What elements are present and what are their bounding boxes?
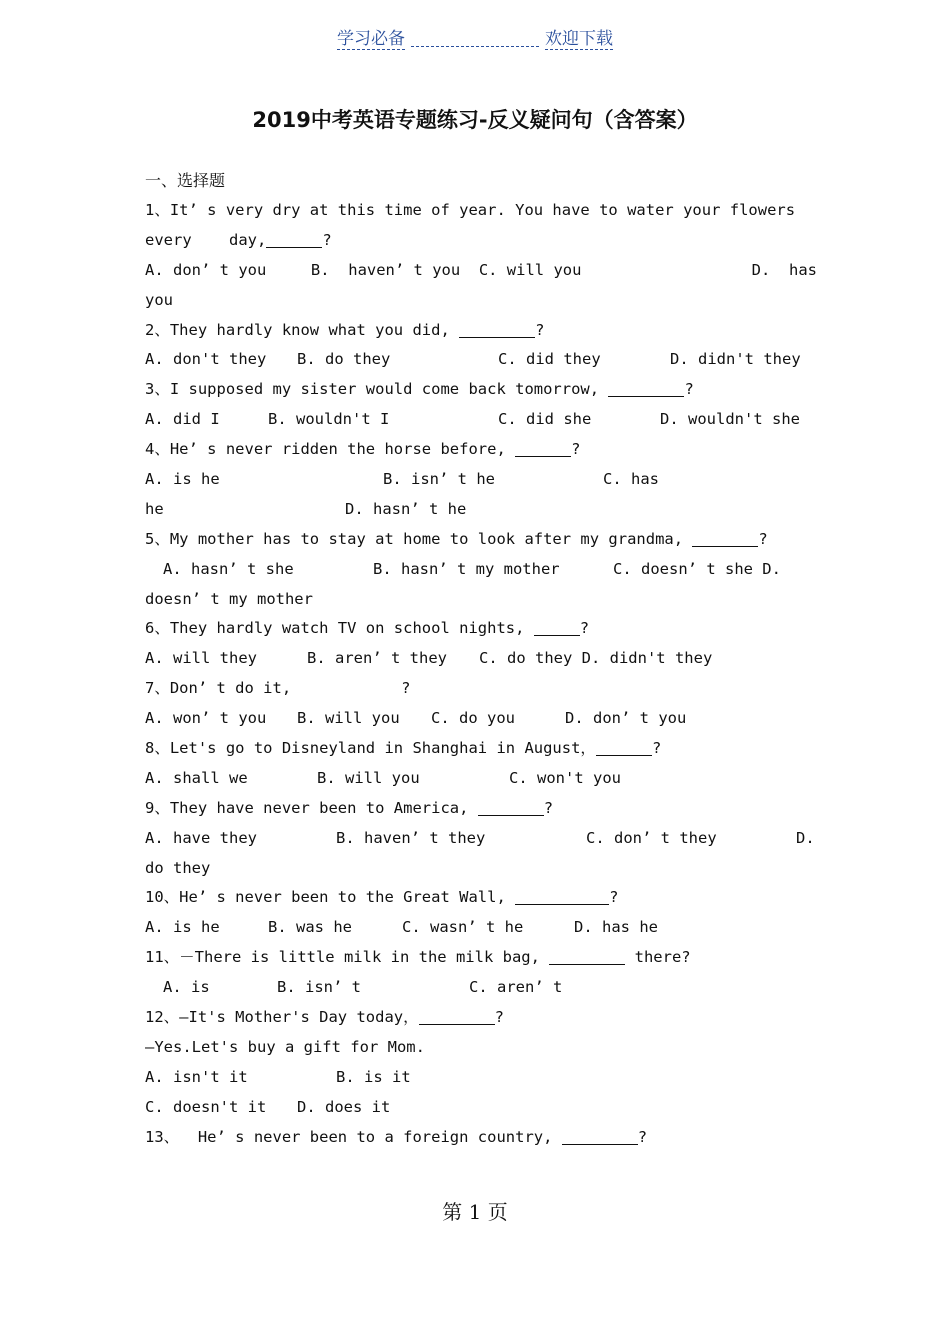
question-6-stem: 6、They hardly watch TV on school nights, ? <box>145 619 590 638</box>
option-c: C. aren’ t <box>469 978 563 997</box>
answer-blank <box>692 528 758 547</box>
option-c: C. do they D. didn't they <box>479 649 713 668</box>
question-10-options <box>145 913 817 943</box>
answer-blank <box>562 1126 638 1145</box>
question-11-options <box>145 973 817 1003</box>
question-12-options <box>145 1063 817 1093</box>
option-a: A. shall we <box>145 768 248 787</box>
option-a: A. don’ t you <box>145 260 267 279</box>
page-header <box>0 24 950 50</box>
answer-blank <box>596 737 652 756</box>
question-6-options <box>145 644 817 674</box>
answer-blank <box>478 797 544 816</box>
option-a: A. won’ t you <box>145 709 267 728</box>
question-12-reply: —Yes.Let's buy a gift for Mom. <box>145 1037 425 1056</box>
option-b: B. wouldn't I <box>268 410 390 429</box>
answer-blank <box>459 319 535 338</box>
option-a: A. have they <box>145 828 257 847</box>
question-10-stem: 10、He’ s never been to the Great Wall, ? <box>145 888 619 907</box>
answer-blank <box>419 1006 495 1025</box>
answer-blank <box>515 886 609 905</box>
question-11-stem: 11、－There is little milk in the milk bag, there? <box>145 948 691 967</box>
option-b: B. was he <box>268 918 352 937</box>
option-a: A. is <box>163 978 210 997</box>
question-9-options <box>145 824 817 854</box>
header-dashed-line <box>411 46 539 47</box>
question-2-stem: 2、They hardly know what you did, ? <box>145 320 545 339</box>
question-2-options <box>145 345 817 375</box>
question-9-options-cont: do they <box>145 858 211 877</box>
header-left: 学习必备 <box>337 29 405 49</box>
answer-blank <box>608 378 684 397</box>
question-3-options <box>145 405 817 435</box>
header-right: 欢迎下载 <box>545 29 613 49</box>
option-a: A. is he <box>145 918 220 937</box>
option-a: A. will they <box>145 649 257 668</box>
option-b: B. haven’ t they <box>336 828 486 847</box>
question-1-stem: 1、It’ s very dry at this time of year. You have to water your flowers <box>145 201 796 219</box>
question-4-options <box>145 465 817 495</box>
question-1-options <box>145 256 817 286</box>
option-b: B. do they <box>297 350 391 369</box>
question-7-stem: 7、Don’ t do it, ? <box>145 679 411 698</box>
option-c: C. did they <box>498 350 601 369</box>
option-c: C. has <box>603 470 659 489</box>
option-d: D. has <box>751 260 817 279</box>
option-c: C. won't you <box>509 768 621 787</box>
question-5-options <box>145 555 817 585</box>
option-c: C. doesn't it <box>145 1097 267 1116</box>
question-1-stem-cont: every day, ? <box>145 230 332 249</box>
option-d: D. hasn’ t he <box>345 499 467 518</box>
option-a: A. hasn’ t she <box>163 559 294 578</box>
option-c: C. doesn’ t she D. <box>613 559 781 578</box>
question-5-option-d: doesn’ t my mother <box>145 589 313 608</box>
option-d: D. has he <box>574 918 658 937</box>
option-b: B. isn’ t he <box>383 470 495 489</box>
question-13-stem: 13、 He’ s never been to a foreign country, ? <box>145 1127 648 1146</box>
question-8-options <box>145 764 817 794</box>
question-8-stem: 8、Let's go to Disneyland in Shanghai in August， ? <box>145 739 662 758</box>
option-c: C. wasn’ t he <box>402 918 524 937</box>
option-d: D. didn't they <box>670 350 801 369</box>
question-5-stem: 5、My mother has to stay at home to look after my grandma, ? <box>145 529 768 548</box>
question-4-options-cont: he D. hasn’ t he <box>145 495 817 525</box>
option-a: A. isn't it <box>145 1067 248 1086</box>
option-c: C. don’ t they <box>586 828 717 847</box>
question-1-options-cont: you <box>145 290 173 309</box>
option-a: A. did I <box>145 410 220 429</box>
option-a: A. don't they <box>145 350 267 369</box>
option-d: D. does it <box>297 1097 391 1116</box>
answer-blank <box>266 229 322 248</box>
answer-blank <box>515 438 571 457</box>
document-title: 2019中考英语专题练习-反义疑问句（含答案） <box>252 108 698 132</box>
option-b: B. aren’ t they <box>307 649 447 668</box>
question-4-stem: 4、He’ s never ridden the horse before, ? <box>145 440 581 459</box>
option-b: B. isn’ t <box>277 978 361 997</box>
section-heading: 一、选择题 <box>145 171 226 190</box>
option-a: A. is he <box>145 470 220 489</box>
option-b: B. will you <box>317 768 420 787</box>
option-c: C. do you <box>431 709 515 728</box>
option-d: D. wouldn't she <box>660 410 800 429</box>
option-b: B. is it <box>336 1067 411 1086</box>
option-b: B. haven’ t you <box>310 260 461 279</box>
answer-blank <box>549 946 625 965</box>
answer-blank <box>534 617 580 636</box>
question-12-options-cont <box>145 1093 817 1123</box>
option-b: B. hasn’ t my mother <box>373 559 560 578</box>
question-7-options <box>145 704 817 734</box>
option-c: C. did she <box>498 410 592 429</box>
option-d: D. <box>796 828 815 847</box>
option-c: C. will you <box>478 260 582 279</box>
question-9-stem: 9、They have never been to America, ? <box>145 798 554 817</box>
page-number: 第 1 页 <box>442 1200 508 1224</box>
question-12-stem: 12、—It's Mother's Day today， ? <box>145 1008 504 1027</box>
question-3-stem: 3、I supposed my sister would come back tomorrow, ? <box>145 380 694 399</box>
option-b: B. will you <box>297 709 400 728</box>
option-d: D. don’ t you <box>565 709 687 728</box>
question-list <box>145 196 817 1153</box>
